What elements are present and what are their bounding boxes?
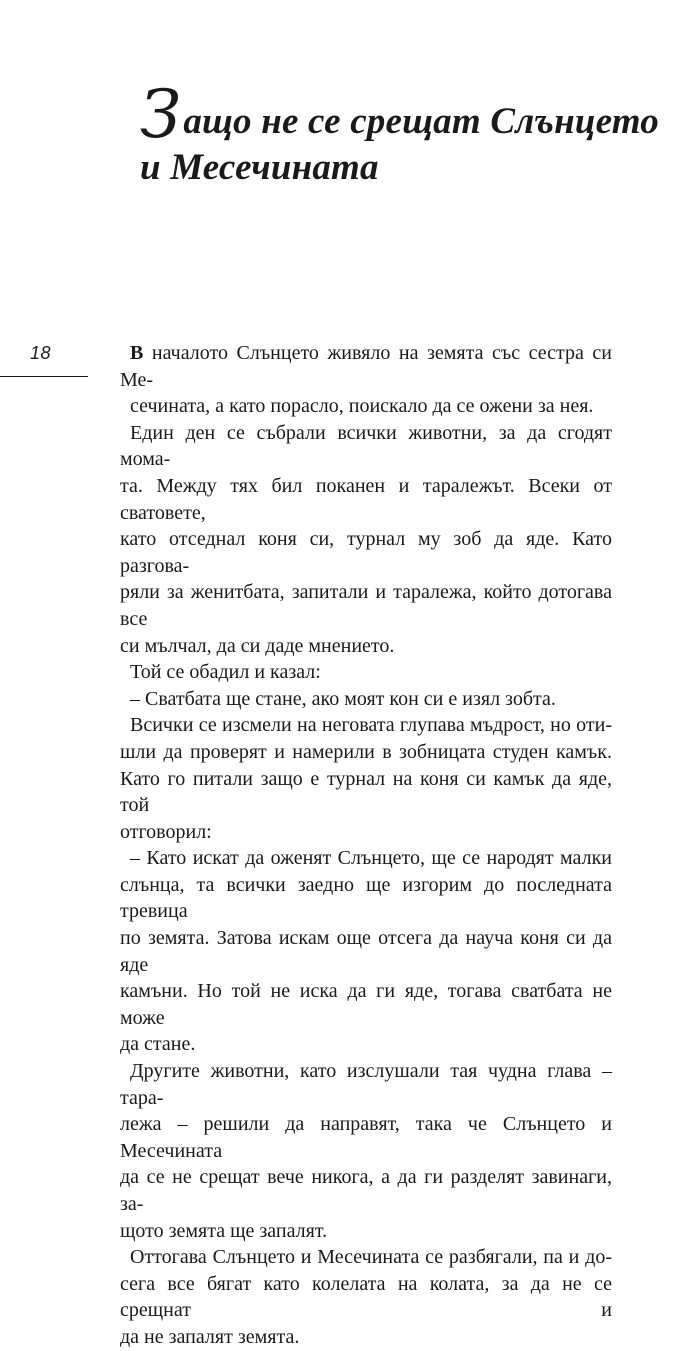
text-line: лежа – решили да направят, така че Слънцето и Месечината xyxy=(120,1113,612,1162)
text-line: – Сватбата ще стане, ако моят кон си е изял зобта. xyxy=(130,687,556,710)
text-line: сега все бягат като колелата на колата, за да не се срещнат и xyxy=(120,1272,612,1322)
page-number: 18 xyxy=(30,343,52,363)
text-line: по земята. Затова искам още отсега да науча коня си да яде xyxy=(120,927,612,976)
chapter-title xyxy=(140,76,660,191)
text-line: да се не срещат вече никога, а да ги разделят завинаги, за- xyxy=(120,1166,612,1215)
text-line: Другите животни, като изслушали тая чудна глава – тара- xyxy=(120,1060,612,1109)
text-line: Той се обадил и казал: xyxy=(130,661,321,684)
text-line: да не запалят земята. xyxy=(120,1325,300,1348)
text-line: си мълчал, да си даде мнението. xyxy=(120,634,395,657)
text-line: като отседнал коня си, турнал му зоб да яде. Като разгова- xyxy=(120,528,612,577)
paragraph-2 xyxy=(120,420,612,659)
paragraph-initial: В xyxy=(130,342,144,364)
text-line: Един ден се събрали всички животни, за да сгодят мома- xyxy=(120,421,612,471)
paragraph-4 xyxy=(120,686,612,713)
text-line: сечината, а като порасло, поискало да се ожени за нея. xyxy=(130,395,594,418)
text-line: камъни. Но той не иска да ги яде, тогава сватбата не може xyxy=(120,980,612,1029)
paragraph-6 xyxy=(120,845,612,1058)
text-line: да стане. xyxy=(120,1033,196,1056)
paragraph-8 xyxy=(120,1244,612,1350)
chapter-title-line-1 xyxy=(140,76,660,153)
paragraph-1 xyxy=(120,340,612,420)
chapter-title-line-1-text: ащо не се срещат Слънцето xyxy=(183,101,659,142)
paragraph-3 xyxy=(120,659,612,686)
text-line: щото земята ще запалят. xyxy=(120,1219,328,1242)
text-line: ряли за женитбата, запитали и таралежа, който дотогава все xyxy=(120,581,612,630)
text-line: Всички се изсмели на неговата глупава мъдрост, но оти- xyxy=(130,714,612,737)
text-line: – Като искат да оженят Слънцето, ще се народят малки xyxy=(130,847,612,870)
text-line: слънца, та всички заедно ще изгорим до последната тревица xyxy=(120,873,612,923)
text-line-content: началото Слънцето живяло на земята със сестра си Ме- xyxy=(120,342,613,391)
text-line: шли да проверят и намерили в зобницата студен камък. xyxy=(120,740,612,763)
text-line: та. Между тях бил поканен и таралежът. Всеки от сватовете, xyxy=(120,474,612,524)
text-line: Като го питали защо е турнал на коня си камък да яде, той xyxy=(120,767,612,817)
text-line xyxy=(120,340,612,393)
chapter-title-line-2: и Месечината xyxy=(140,147,379,188)
paragraph-5 xyxy=(120,712,612,845)
text-line: Оттогава Слънцето и Месечината се разбягали, па и до- xyxy=(130,1246,612,1269)
page-number-rule xyxy=(0,376,88,377)
story-text xyxy=(120,340,612,1351)
paragraph-7 xyxy=(120,1058,612,1244)
chapter-title-initial: З xyxy=(140,76,182,153)
text-line: отговорил: xyxy=(120,820,212,843)
